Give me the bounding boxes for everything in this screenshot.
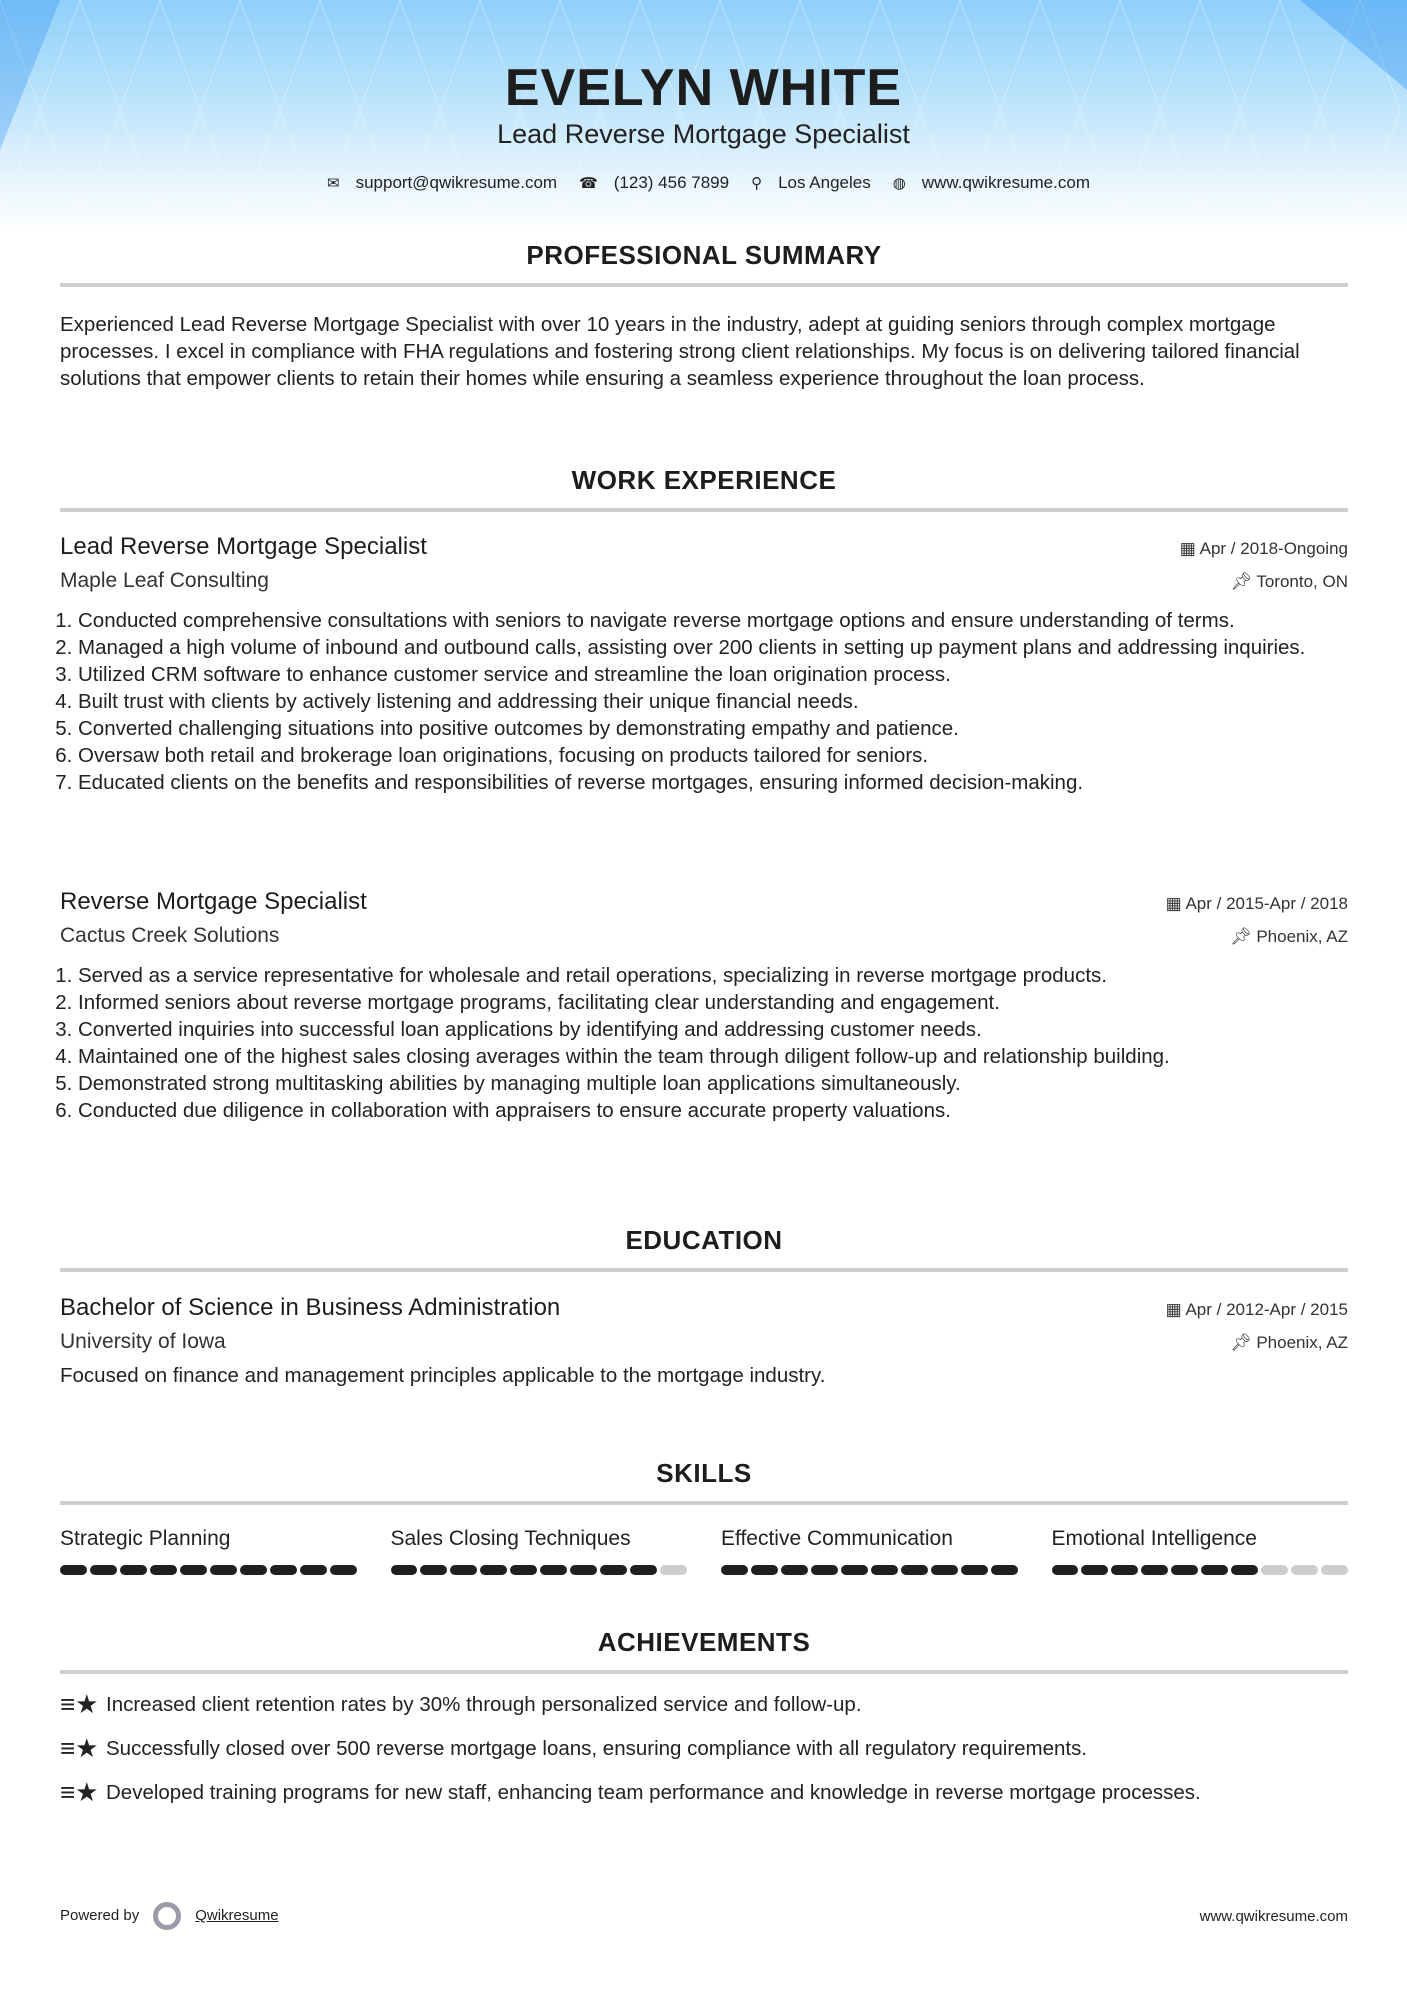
skill-segment-filled [180, 1565, 207, 1575]
candidate-title: Lead Reverse Mortgage Specialist [497, 119, 910, 149]
school-name: University of Iowa [60, 1330, 226, 1353]
shooting-star-icon: ≡★ [60, 1689, 99, 1719]
divider [60, 1670, 1348, 1674]
skill-segment-filled [781, 1565, 808, 1575]
candidate-name: EVELYN WHITE [504, 59, 903, 117]
skill-segment-filled [1171, 1565, 1198, 1575]
bullet: 6. Conducted due diligence in collaboration with appraisers to ensure accurate property valuations. [78, 1097, 1348, 1124]
skill-segment-filled [1231, 1565, 1258, 1575]
divider [60, 1501, 1348, 1505]
skill-level-bar [721, 1565, 1018, 1575]
skill-segment-filled [841, 1565, 868, 1575]
achievement-text: Increased client retention rates by 30% through personalized service and follow-up. [106, 1693, 862, 1716]
education-location: Phoenix, AZ [1256, 1333, 1348, 1352]
skill-segment-filled [901, 1565, 928, 1575]
skill-segment-filled [751, 1565, 778, 1575]
education-section [60, 1225, 1348, 1389]
divider [60, 508, 1348, 512]
achievement-item [60, 1779, 1348, 1806]
pin-icon: 📌︎ [1230, 1333, 1257, 1352]
skill-item [60, 1527, 357, 1575]
section-heading: EDUCATION [625, 1225, 783, 1255]
skill-segment-filled [811, 1565, 838, 1575]
section-heading: PROFESSIONAL SUMMARY [526, 240, 882, 270]
job-title: Reverse Mortgage Specialist [60, 888, 367, 915]
skill-item [1052, 1527, 1349, 1575]
job-entry [60, 888, 1348, 1124]
footer-website[interactable]: www.qwikresume.com [1199, 1907, 1348, 1925]
skill-segment-filled [60, 1565, 87, 1575]
skill-item [721, 1527, 1018, 1575]
skill-segment-filled [630, 1565, 657, 1575]
skill-name: Emotional Intelligence [1051, 1527, 1257, 1550]
skill-item [391, 1527, 688, 1575]
bullet: 4. Maintained one of the highest sales closing averages within the team through diligent follow-up and relationship building. [78, 1043, 1348, 1070]
bullet: 7. Educated clients on the benefits and responsibilities of reverse mortgages, ensuring informed decision-making. [78, 769, 1348, 796]
phone-text: (123) 456 7899 [613, 173, 730, 192]
skill-segment-filled [600, 1565, 627, 1575]
bullet: 1. Served as a service representative for wholesale and retail operations, specializing in reverse mortgage products. [78, 962, 1348, 989]
skill-segment-filled [240, 1565, 267, 1575]
skill-segment-empty [1291, 1565, 1318, 1575]
skill-segment-filled [150, 1565, 177, 1575]
divider [60, 283, 1348, 287]
shooting-star-icon: ≡★ [60, 1733, 99, 1763]
skill-segment-filled [570, 1565, 597, 1575]
bullet: 3. Converted inquiries into successful loan applications by identifying and addressing customer needs. [78, 1016, 1348, 1043]
contact-bar [0, 173, 1407, 193]
achievement-text: Successfully closed over 500 reverse mortgage loans, ensuring compliance with all regulatory requirements. [106, 1737, 1088, 1760]
achievement-item [60, 1735, 1348, 1762]
section-heading: SKILLS [656, 1458, 752, 1488]
job-dates: Apr / 2015-Apr / 2018 [1185, 894, 1348, 913]
skill-segment-filled [510, 1565, 537, 1575]
skill-level-bar [60, 1565, 357, 1575]
skill-segment-filled [931, 1565, 958, 1575]
calendar-icon: ▦ [1179, 539, 1200, 558]
section-heading: ACHIEVEMENTS [597, 1627, 811, 1657]
skill-segment-filled [961, 1565, 988, 1575]
summary-section [60, 240, 1348, 392]
job-bullets [60, 962, 1348, 1124]
shooting-star-icon: ≡★ [60, 1777, 99, 1807]
skill-segment-filled [1111, 1565, 1138, 1575]
degree: Bachelor of Science in Business Administration [60, 1294, 561, 1321]
achievement-text: Developed training programs for new staff, enhancing team performance and knowledge in reverse mortgage processes. [106, 1781, 1201, 1804]
email-link[interactable]: support@qwikresume.com [355, 173, 558, 192]
skill-segment-empty [1261, 1565, 1288, 1575]
job-dates: Apr / 2018-Ongoing [1199, 539, 1348, 558]
job-location: Phoenix, AZ [1256, 927, 1348, 946]
skills-section [60, 1458, 1348, 1575]
skill-segment-filled [450, 1565, 477, 1575]
skill-segment-filled [270, 1565, 297, 1575]
skill-name: Strategic Planning [60, 1527, 231, 1550]
email-icon: ✉ [327, 175, 340, 192]
job-title: Lead Reverse Mortgage Specialist [60, 533, 427, 560]
location-pin-icon: ⚲ [751, 175, 763, 192]
bullet: 2. Managed a high volume of inbound and outbound calls, assisting over 200 clients in setting up payment plans and addressing inquiries. [78, 634, 1348, 661]
skill-segment-filled [391, 1565, 418, 1575]
phone-icon: ☎ [579, 175, 598, 192]
achievement-item [60, 1691, 1348, 1718]
bullet: 4. Built trust with clients by actively listening and addressing their unique financial needs. [78, 688, 1348, 715]
job-entry [60, 533, 1348, 796]
section-heading: WORK EXPERIENCE [571, 465, 837, 495]
skill-segment-filled [1052, 1565, 1079, 1575]
company-name: Cactus Creek Solutions [60, 924, 280, 947]
bullet: 6. Oversaw both retail and brokerage loan originations, focusing on products tailored for seniors. [78, 742, 1348, 769]
powered-by-label: Powered by [60, 1906, 140, 1924]
calendar-icon: ▦ [1165, 894, 1186, 913]
pin-icon: 📌︎ [1230, 927, 1257, 946]
bullet: 2. Informed seniors about reverse mortgage programs, facilitating clear understanding and engagement. [78, 989, 1348, 1016]
pin-icon: 📌︎ [1230, 572, 1257, 591]
skill-segment-filled [210, 1565, 237, 1575]
education-description: Focused on finance and management principles applicable to the mortgage industry. [60, 1364, 826, 1387]
qwikresume-logo-icon [153, 1902, 181, 1930]
skill-segment-filled [540, 1565, 567, 1575]
skill-segment-empty [1321, 1565, 1348, 1575]
globe-icon: ◍ [892, 175, 906, 192]
skill-segment-filled [721, 1565, 748, 1575]
skill-segment-empty [660, 1565, 687, 1575]
skill-segment-filled [991, 1565, 1018, 1575]
skill-segment-filled [420, 1565, 447, 1575]
summary-text: Experienced Lead Reverse Mortgage Specialist with over 10 years in the industry, adept at guiding seniors through complex mortgage processes. I excel in compliance with FHA regulations and fostering strong client relationships. My focus is on delivering tailored financial solutions that empower clients to retain their homes while ensuring a seamless experience throughout the loan process. [60, 313, 1300, 390]
footer [60, 1902, 1348, 1930]
skill-segment-filled [1201, 1565, 1228, 1575]
skill-segment-filled [120, 1565, 147, 1575]
job-location: Toronto, ON [1256, 572, 1348, 591]
divider [60, 1268, 1348, 1272]
company-name: Maple Leaf Consulting [60, 569, 269, 592]
bullet: 5. Converted challenging situations into positive outcomes by demonstrating empathy and patience. [78, 715, 1348, 742]
job-bullets [60, 607, 1348, 796]
skill-level-bar [391, 1565, 688, 1575]
website-link[interactable]: www.qwikresume.com [921, 173, 1090, 192]
skill-name: Sales Closing Techniques [390, 1527, 631, 1550]
experience-heading-block [60, 465, 1348, 512]
bullet: 1. Conducted comprehensive consultations with seniors to navigate reverse mortgage options and ensure understanding of terms. [78, 607, 1348, 634]
skill-segment-filled [330, 1565, 357, 1575]
achievements-section [60, 1627, 1348, 1806]
calendar-icon: ▦ [1165, 1300, 1186, 1319]
brand-link[interactable]: Qwikresume [195, 1906, 279, 1924]
skill-segment-filled [300, 1565, 327, 1575]
education-dates: Apr / 2012-Apr / 2015 [1185, 1300, 1348, 1319]
location-text: Los Angeles [778, 173, 871, 192]
skill-segment-filled [871, 1565, 898, 1575]
bullet: 5. Demonstrated strong multitasking abilities by managing multiple loan applications simultaneously. [78, 1070, 1348, 1097]
skill-segment-filled [1081, 1565, 1108, 1575]
skill-name: Effective Communication [721, 1527, 953, 1550]
skill-segment-filled [1141, 1565, 1168, 1575]
skill-segment-filled [480, 1565, 507, 1575]
bullet: 3. Utilized CRM software to enhance customer service and streamline the loan origination process. [78, 661, 1348, 688]
skills-list [60, 1527, 1348, 1575]
skill-level-bar [1052, 1565, 1349, 1575]
skill-segment-filled [90, 1565, 117, 1575]
